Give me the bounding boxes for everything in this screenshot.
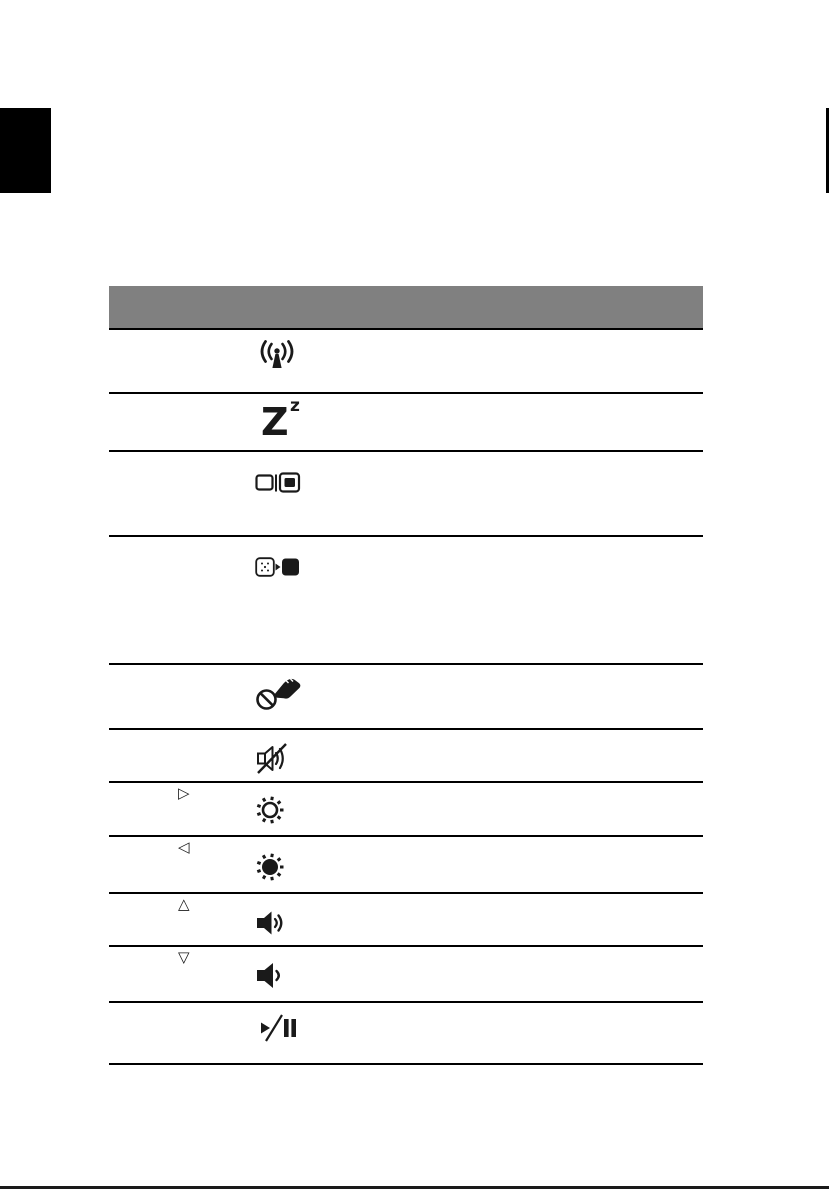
touchpad-toggle-icon bbox=[255, 677, 301, 711]
sleep-icon-superscript: z bbox=[290, 396, 300, 416]
table-row-play-pause bbox=[109, 1003, 703, 1065]
display-toggle-icon bbox=[255, 471, 301, 495]
wireless-antenna-icon bbox=[255, 340, 299, 374]
table-row-brightness-down bbox=[109, 837, 703, 894]
play-pause-icon bbox=[255, 1013, 297, 1043]
key-down-triangle: ▽ bbox=[178, 948, 190, 966]
table-row-communication bbox=[109, 330, 703, 394]
table-row-brightness-up bbox=[109, 783, 703, 837]
brightness-up-icon bbox=[255, 795, 285, 825]
hotkey-table-header bbox=[109, 286, 703, 330]
table-row-speaker-toggle bbox=[109, 730, 703, 783]
volume-down-icon bbox=[255, 960, 287, 990]
table-row-screen-blank bbox=[109, 537, 703, 665]
key-up-triangle: △ bbox=[178, 895, 190, 913]
hotkey-table bbox=[109, 286, 703, 1065]
chapter-tab-left bbox=[0, 108, 51, 193]
table-row-volume-up bbox=[109, 894, 703, 947]
table-row-display-toggle bbox=[109, 452, 703, 537]
volume-up-icon bbox=[255, 910, 291, 936]
screen-blank-icon bbox=[255, 554, 303, 580]
table-row-volume-down bbox=[109, 947, 703, 1003]
sleep-icon: Z bbox=[261, 400, 289, 444]
brightness-down-icon bbox=[255, 852, 285, 882]
speaker-mute-icon bbox=[255, 740, 299, 776]
table-row-touchpad-toggle bbox=[109, 665, 703, 730]
key-left-triangle: ◁ bbox=[178, 838, 190, 856]
table-row-sleep bbox=[109, 394, 703, 452]
key-right-triangle: ▷ bbox=[178, 784, 190, 802]
